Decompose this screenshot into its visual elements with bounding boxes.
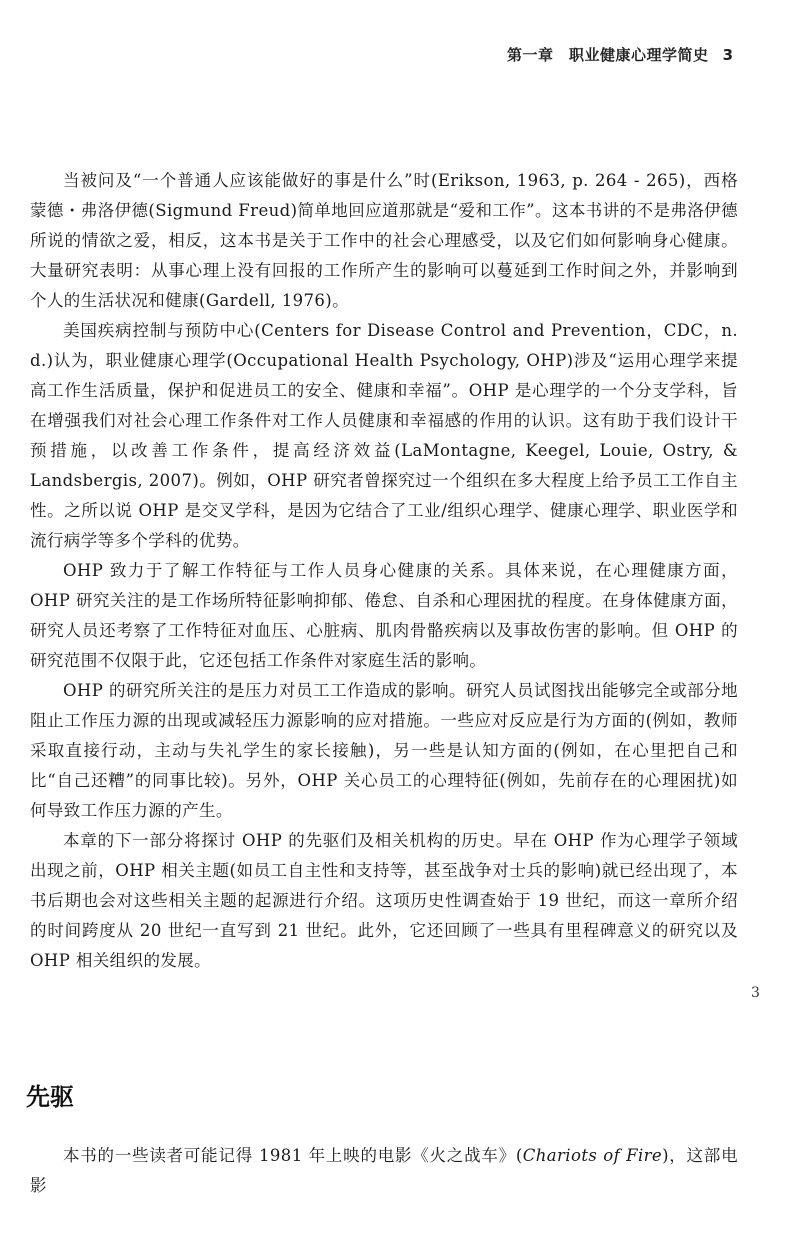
paragraph: OHP 的研究所关注的是压力对员工工作造成的影响。研究人员试图找出能够完全或部分地阻止工作压力源的出现或减轻压力源影响的应对措施。一些应对反应是行为方面的(例如，教师采取直接行动，主动与失礼学生的家长接触)，另一些是认知方面的(例如，在心里把自己和比“自己还糟”的同事比较)。另外，OHP 关心员工的心理特征(例如，先前存在的心理困扰)如何导致工作压力源的产生。 <box>30 681 738 820</box>
paragraph: 当被问及“一个普通人应该能做好的事是什么”时(Erikson, 1963, p. 264 - 265)，西格蒙德・弗洛伊德(Sigmund Freud)简单地回应道那就是“爱和工作”。这本书讲的不是弗洛伊德所说的情欲之爱，相反，这本书是关于工作中的社会心理感受，以及它们如何影响身心健康。大量研究表明：从事心理上没有回报的工作所产生的影响可以蔓延到工作时间之外，并影响到个人的生活状况和健康(Gardell, 1976)。 <box>30 171 738 310</box>
body-text <box>30 166 738 976</box>
chapter-title: 第一章 职业健康心理学简史 <box>507 46 709 64</box>
paragraph: 美国疾病控制与预防中心(Centers for Disease Control and Prevention，CDC，n. d.)认为，职业健康心理学(Occupational Health Psychology, OHP)涉及“运用心理学来提高工作生活质量，保护和促进员工的安全、健康和幸福”。OHP 是心理学的一个分支学科，旨在增强我们对社会心理工作条件对工作人员健康和幸福感的作用的认识。这有助于我们设计干预措施，以改善工作条件，提高经济效益(LaMontagne, Keegel, Louie, Ostry, & Landsbergis, 2007)。例如，OHP 研究者曾探究过一个组织在多大程度上给予员工工作自主性。之所以说 OHP 是交叉学科，是因为它结合了工业/组织心理学、健康心理学、职业医学和流行病学等多个学科的优势。 <box>30 321 738 550</box>
film-title-english: Chariots of Fire <box>522 1146 663 1165</box>
page-number: 3 <box>722 46 733 64</box>
section-body <box>30 1141 738 1201</box>
paragraph-text: 本书的一些读者可能记得 1981 年上映的电影《火之战车》( <box>63 1146 523 1165</box>
paragraph: 本章的下一部分将探讨 OHP 的先驱们及相关机构的历史。早在 OHP 作为心理学子领域出现之前，OHP 相关主题(如员工自主性和支持等，甚至战争对士兵的影响)就已经出现了，本书后期也会对这些相关主题的起源进行介绍。这项历史性调查始于 19 世纪，而这一章所介绍的时间跨度从 20 世纪一直写到 21 世纪。此外，它还回顾了一些具有里程碑意义的研究以及 OHP 相关组织的发展。 <box>30 831 738 970</box>
paragraph: OHP 致力于了解工作特征与工作人员身心健康的关系。具体来说，在心理健康方面，OHP 研究关注的是工作场所特征影响抑郁、倦怠、自杀和心理困扰的程度。在身体健康方面，研究人员还考察了工作特征对血压、心脏病、肌肉骨骼疾病以及事故伤害的影响。但 OHP 的研究范围不仅限于此，它还包括工作条件对家庭生活的影响。 <box>30 561 738 670</box>
running-head <box>507 44 733 65</box>
section-heading: 先驱 <box>26 1083 74 1111</box>
margin-page-number: 3 <box>751 985 760 1001</box>
paragraph-text: )，这部电影 <box>30 1146 739 1195</box>
paragraph <box>30 1141 738 1201</box>
